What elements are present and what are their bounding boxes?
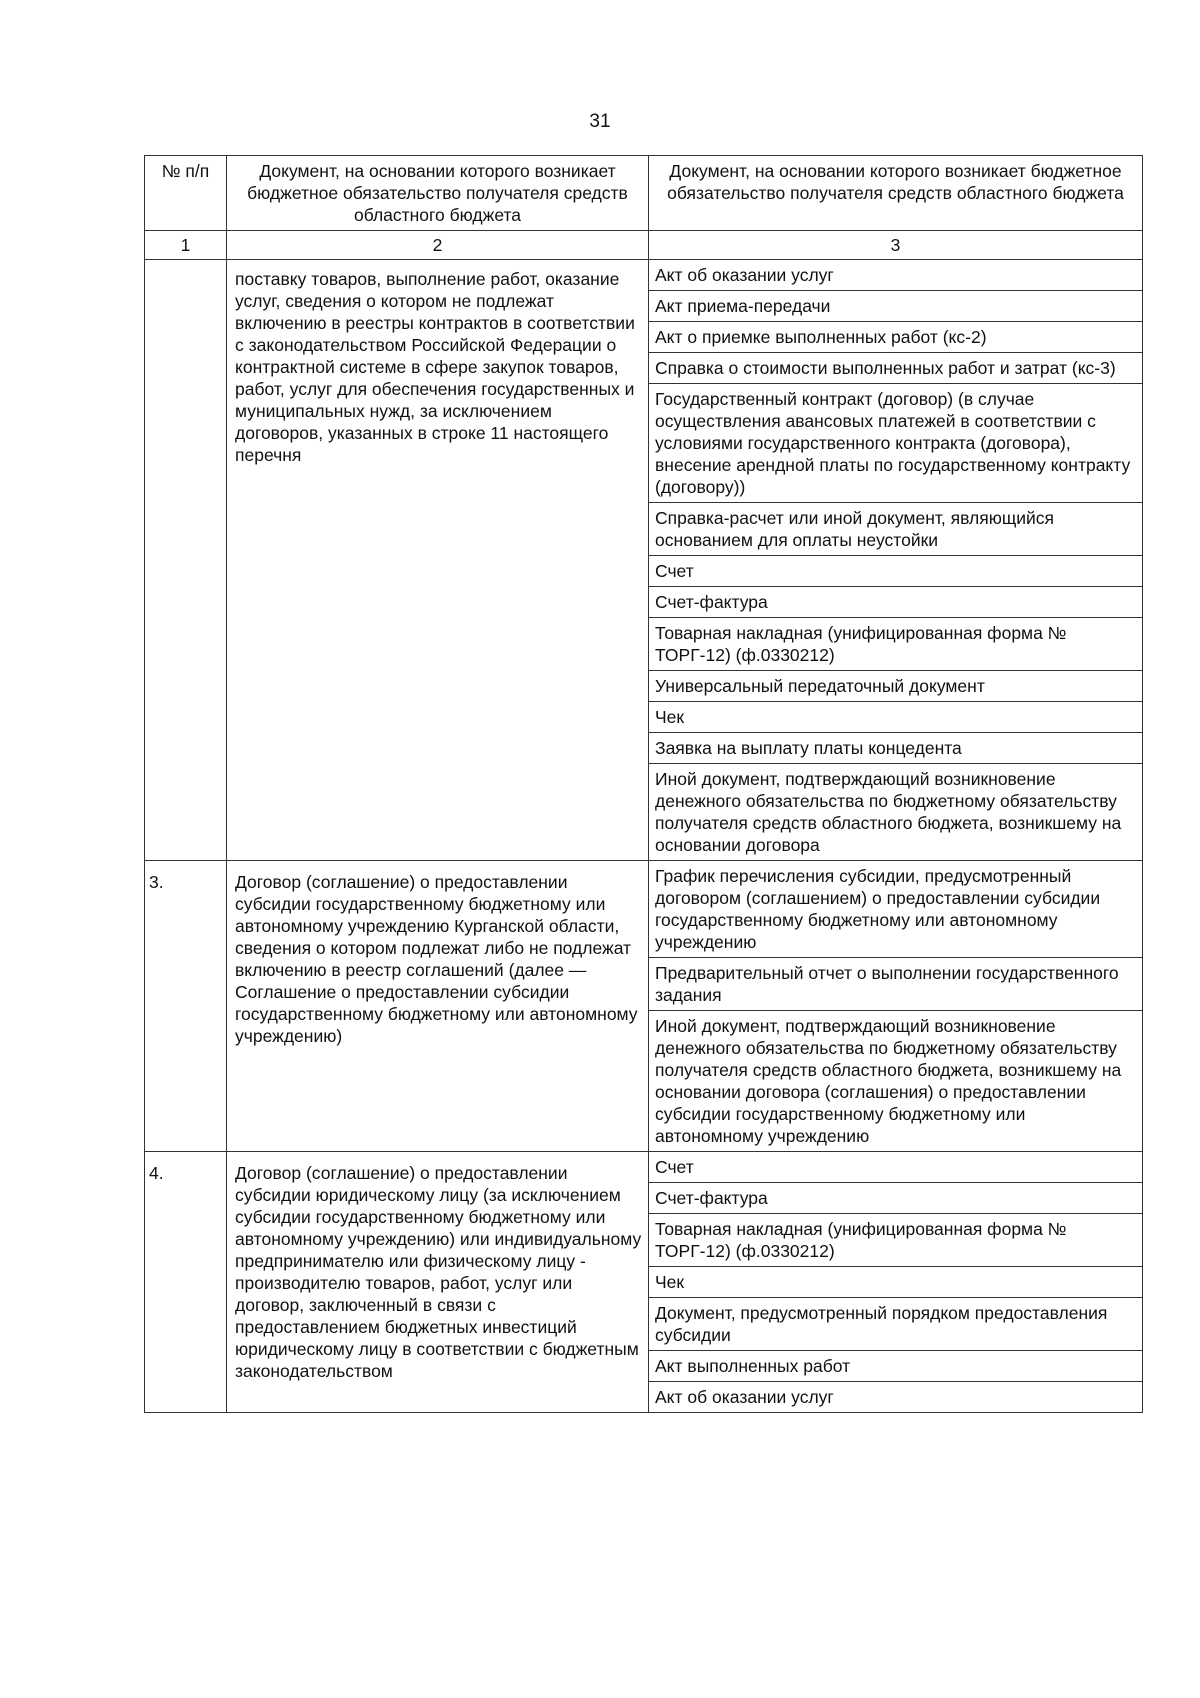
documents-table <box>144 155 1143 1413</box>
supporting-document-cell: Акт выполненных работ <box>649 1351 1143 1382</box>
supporting-document-cell: Счет <box>649 556 1143 587</box>
supporting-document-cell: Заявка на выплату платы концедента <box>649 733 1143 764</box>
supporting-document-cell: Справка о стоимости выполненных работ и затрат (кс-3) <box>649 353 1143 384</box>
basis-document-cell: Договор (соглашение) о предоставлении субсидии юридическому лицу (за исключением субсидии государственному бюджетному или автономному учреждению) или индивидуальному предпринимателю или физическому лицу - производителю товаров, работ, услуг или договор, заключенный в связи с предоставлением бюджетных инвестиций юридическому лицу в соответствии с бюджетным законодательством <box>227 1152 649 1413</box>
supporting-document-cell: Универсальный передаточный документ <box>649 671 1143 702</box>
supporting-document-cell: Предварительный отчет о выполнении государственного задания <box>649 958 1143 1011</box>
row-number: 3. <box>145 861 227 1152</box>
header-num: № п/п <box>145 156 227 231</box>
supporting-document-cell: Чек <box>649 1267 1143 1298</box>
supporting-document-cell: Акт приема-передачи <box>649 291 1143 322</box>
column-index: 2 <box>227 231 649 260</box>
supporting-document-cell: График перечисления субсидии, предусмотренный договором (соглашением) о предоставлении субсидии государственному бюджетному или автономному учреждению <box>649 861 1143 958</box>
supporting-document-cell: Акт об оказании услуг <box>649 260 1143 291</box>
column-index: 1 <box>145 231 227 260</box>
supporting-document-cell: Акт о приемке выполненных работ (кс-2) <box>649 322 1143 353</box>
column-index: 3 <box>649 231 1143 260</box>
supporting-document-cell: Справка-расчет или иной документ, являющийся основанием для оплаты неустойки <box>649 503 1143 556</box>
supporting-document-cell: Документ, предусмотренный порядком предоставления субсидии <box>649 1298 1143 1351</box>
supporting-document-cell: Акт об оказании услуг <box>649 1382 1143 1413</box>
table-row <box>145 861 1143 958</box>
page-number: 31 <box>589 111 611 132</box>
table-row <box>145 1152 1143 1183</box>
header-supporting-document: Документ, на основании которого возникает бюджетное обязательство получателя средств областного бюджета <box>649 156 1143 231</box>
supporting-document-cell: Государственный контракт (договор) (в случае осуществления авансовых платежей в соответствии с условиями государственного контракта (договора), внесение арендной платы по государственному контракту (договору)) <box>649 384 1143 503</box>
basis-document-cell: Договор (соглашение) о предоставлении субсидии государственному бюджетному или автономному учреждению Курганской области, сведения о котором подлежат либо не подлежат включению в реестр соглашений (далее — Соглашение о предоставлении субсидии государственному бюджетному или автономному учреждению) <box>227 861 649 1152</box>
supporting-document-cell: Товарная накладная (унифицированная форма № ТОРГ-12) (ф.0330212) <box>649 618 1143 671</box>
supporting-document-cell: Товарная накладная (унифицированная форма № ТОРГ-12) (ф.0330212) <box>649 1214 1143 1267</box>
basis-document-cell: поставку товаров, выполнение работ, оказание услуг, сведения о котором не подлежат включению в реестры контрактов в соответствии с законодательством Российской Федерации о контрактной системе в сфере закупок товаров, работ, услуг для обеспечения государственных и муниципальных нужд, за исключением договоров, указанных в строке 11 настоящего перечня <box>227 260 649 861</box>
supporting-document-cell: Счет <box>649 1152 1143 1183</box>
row-number: 4. <box>145 1152 227 1413</box>
column-index-row <box>145 231 1143 260</box>
table-header-row <box>145 156 1143 231</box>
table-row <box>145 260 1143 291</box>
row-number <box>145 260 227 861</box>
supporting-document-cell: Счет-фактура <box>649 587 1143 618</box>
header-basis-document: Документ, на основании которого возникает бюджетное обязательство получателя средств областного бюджета <box>227 156 649 231</box>
supporting-document-cell: Чек <box>649 702 1143 733</box>
supporting-document-cell: Иной документ, подтверждающий возникновение денежного обязательства по бюджетному обязательству получателя средств областного бюджета, возникшему на основании договора (соглашения) о предоставлении субсидии государственному бюджетному или автономному учреждению <box>649 1011 1143 1152</box>
supporting-document-cell: Иной документ, подтверждающий возникновение денежного обязательства по бюджетному обязательству получателя средств областного бюджета, возникшему на основании договора <box>649 764 1143 861</box>
supporting-document-cell: Счет-фактура <box>649 1183 1143 1214</box>
